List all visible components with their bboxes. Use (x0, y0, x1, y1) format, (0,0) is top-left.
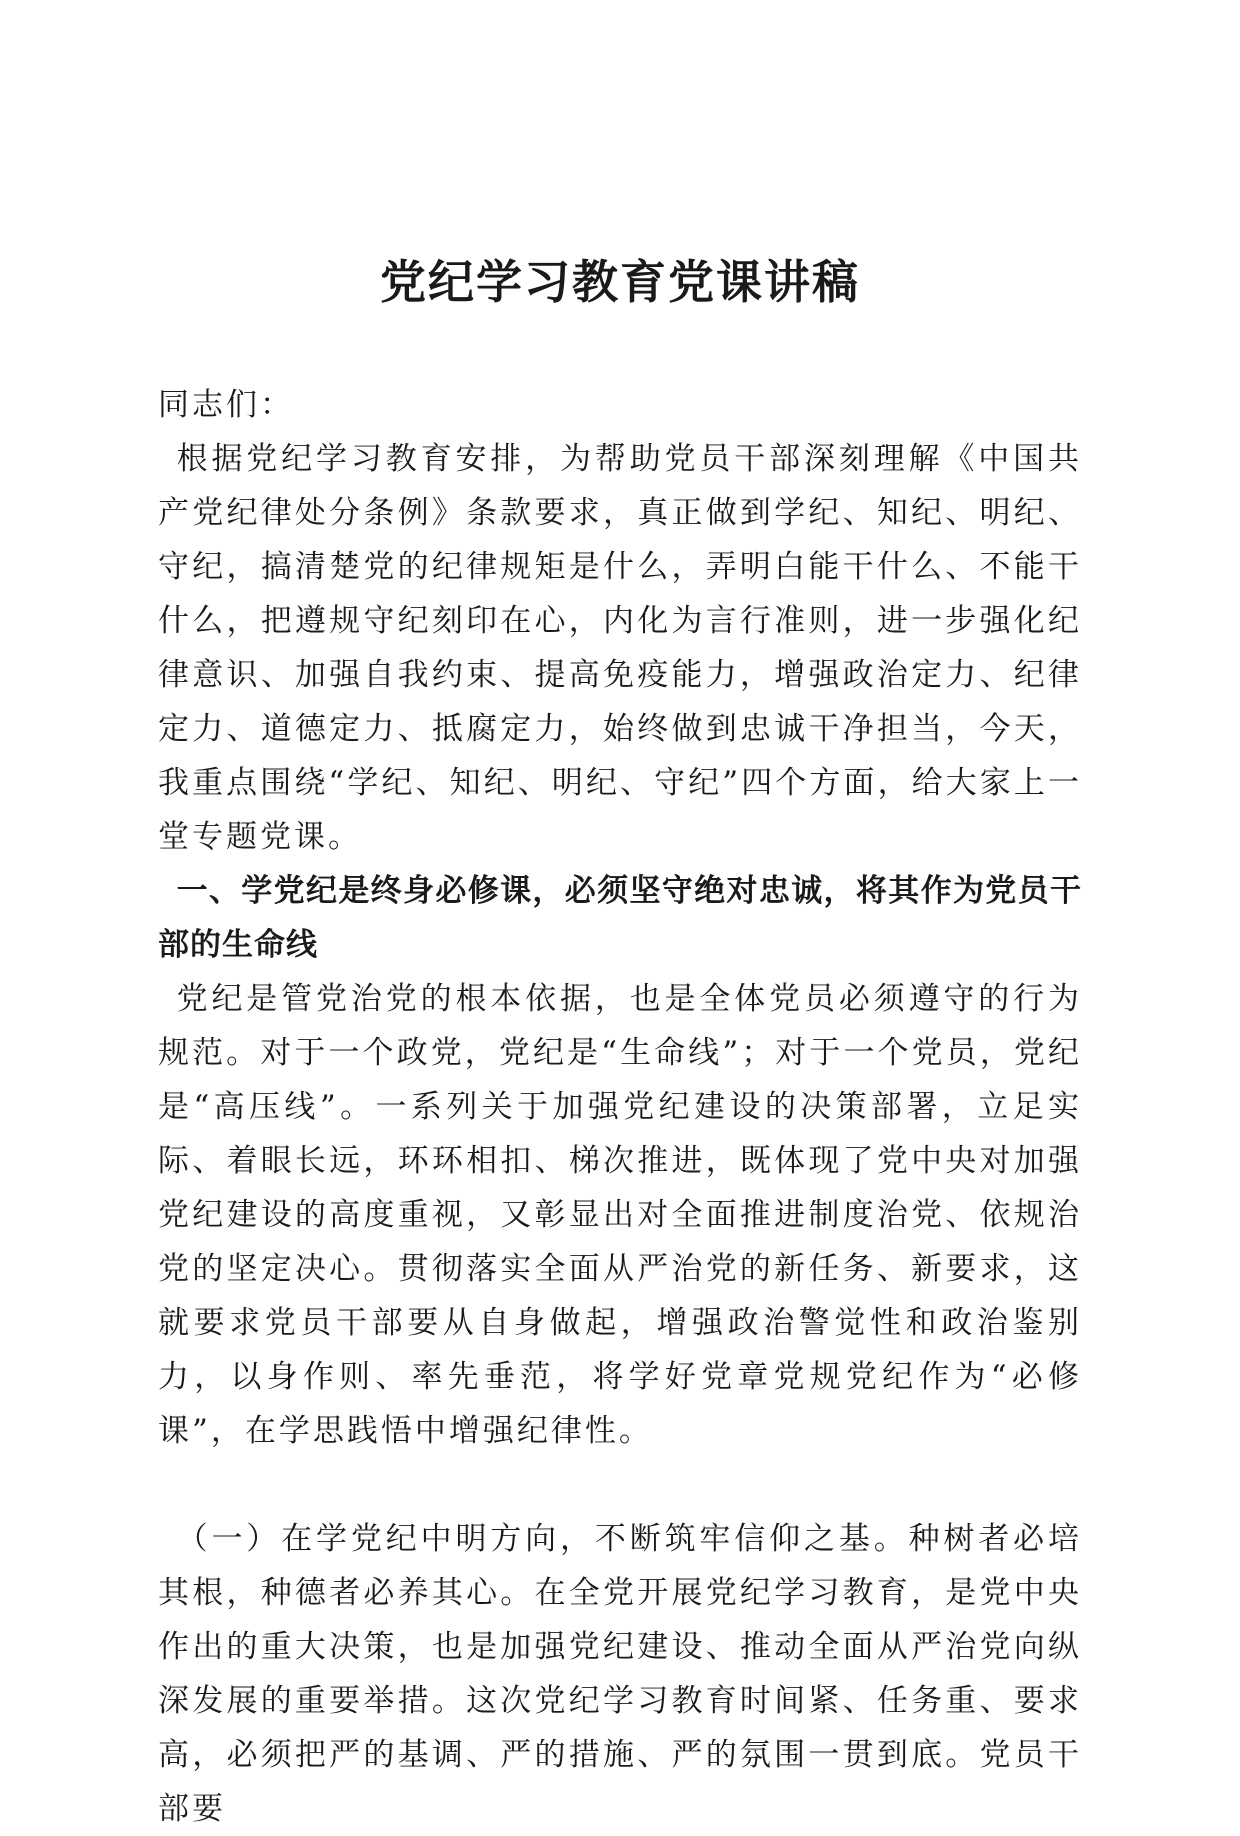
subsection-one-paragraph: （一）在学党纪中明方向，不断筑牢信仰之基。种树者必培其根，种德者必养其心。在全党开展党纪学习教育，是党中央作出的重大决策，也是加强党纪建设、推动全面从严治党向纵深发展的重要举措。这次党纪学习教育时间紧、任务重、要求高，必须把严的基调、严的措施、严的氛围一贯到底。党员干部要 (158, 1521, 1082, 1827)
intro-paragraph: 根据党纪学习教育安排，为帮助党员干部深刻理解《中国共产党纪律处分条例》条款要求，真正做到学纪、知纪、明纪、守纪，搞清楚党的纪律规矩是什么，弄明白能干什么、不能干什么，把遵规守纪刻印在心，内化为言行准则，进一步强化纪律意识、加强自我约束、提高免疫能力，增强政治定力、纪律定力、道德定力、抵腐定力，始终做到忠诚干净担当，今天，我重点围绕“学纪、知纪、明纪、守纪”四个方面，给大家上一堂专题党课。 (158, 441, 1082, 855)
document-body (158, 378, 1082, 1836)
section-one-heading: 一、学党纪是终身必修课，必须坚守绝对忠诚，将其作为党员干部的生命线 (158, 873, 1082, 963)
section-one-paragraph: 党纪是管党治党的根本依据，也是全体党员必须遵守的行为规范。对于一个政党，党纪是“生命线”；对于一个党员，党纪是“高压线”。一系列关于加强党纪建设的决策部署，立足实际、着眼长远，环环相扣、梯次推进，既体现了党中央对加强党纪建设的高度重视，又彰显出对全面推进制度治党、依规治党的坚定决心。贯彻落实全面从严治党的新任务、新要求，这就要求党员干部要从自身做起，增强政治警觉性和政治鉴别力，以身作则、率先垂范，将学好党章党规党纪作为“必修课”，在学思践悟中增强纪律性。 (158, 981, 1082, 1449)
paragraph-spacer (158, 1458, 1082, 1512)
document-title: 党纪学习教育党课讲稿 (380, 255, 860, 309)
salutation: 同志们： (158, 387, 294, 423)
